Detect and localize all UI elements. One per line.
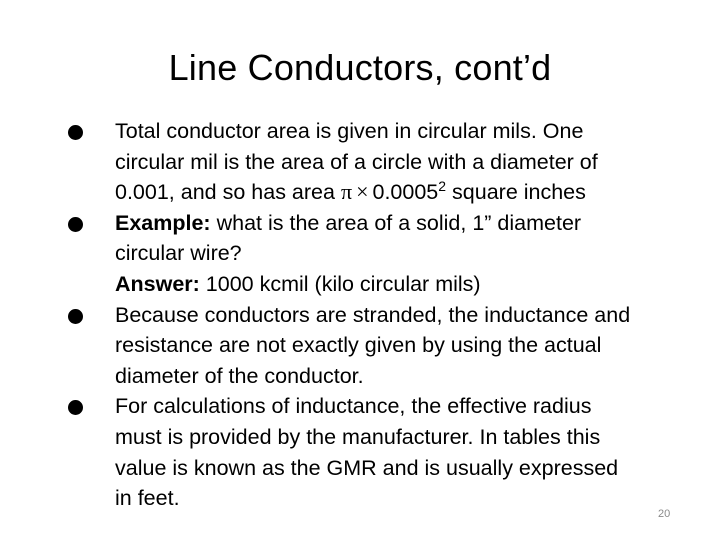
answer-label: Answer: [115, 271, 200, 296]
bullet-text-line: in feet. [115, 486, 180, 511]
bullet-dot-icon [68, 400, 83, 415]
bullet-text-line: value is known as the GMR and is usually expressed [115, 455, 619, 480]
bullet-list [68, 116, 708, 514]
bullet-text-line: circular mil is the area of a circle with a diameter of [115, 149, 598, 174]
bullet-gmr [68, 391, 708, 513]
area-formula-line [115, 177, 708, 208]
bullet-circular-mils [68, 116, 708, 208]
bullet-dot-icon [68, 125, 83, 140]
formula-prefix: 0.001, and so has area [115, 180, 335, 205]
bullet-text-line: resistance are not exactly given by using the actual [115, 333, 602, 358]
slide-number: 20 [658, 508, 671, 520]
bullet-text-line: must is provided by the manufacturer. In tables this [115, 424, 601, 449]
bullet-text-line: circular wire? [115, 241, 242, 266]
formula-value: 0.0005 [372, 180, 439, 205]
example-label: Example: [115, 210, 211, 235]
formula-suffix: square inches [452, 180, 586, 205]
bullet-stranded-conductors [68, 300, 708, 392]
bullet-text-line: Total conductor area is given in circular mils. One [115, 119, 584, 143]
bullet-dot-icon [68, 217, 83, 232]
bullet-example [68, 208, 708, 300]
pi-symbol: π [340, 179, 353, 205]
slide-title: Line Conductors, cont’d [168, 47, 552, 88]
bullet-text-line: diameter of the conductor. [115, 363, 364, 388]
formula-exponent: 2 [438, 178, 447, 195]
answer-text: 1000 kcmil (kilo circular mils) [199, 271, 481, 296]
times-symbol: × [356, 179, 369, 205]
bullet-text-line: For calculations of inductance, the effective radius [115, 394, 592, 419]
bullet-dot-icon [68, 309, 83, 324]
example-question-text: what is the area of a solid, 1” diameter [210, 210, 582, 235]
bullet-text-line: Because conductors are stranded, the inductance and [115, 302, 631, 327]
example-question-line [115, 208, 708, 239]
answer-line [115, 269, 708, 300]
